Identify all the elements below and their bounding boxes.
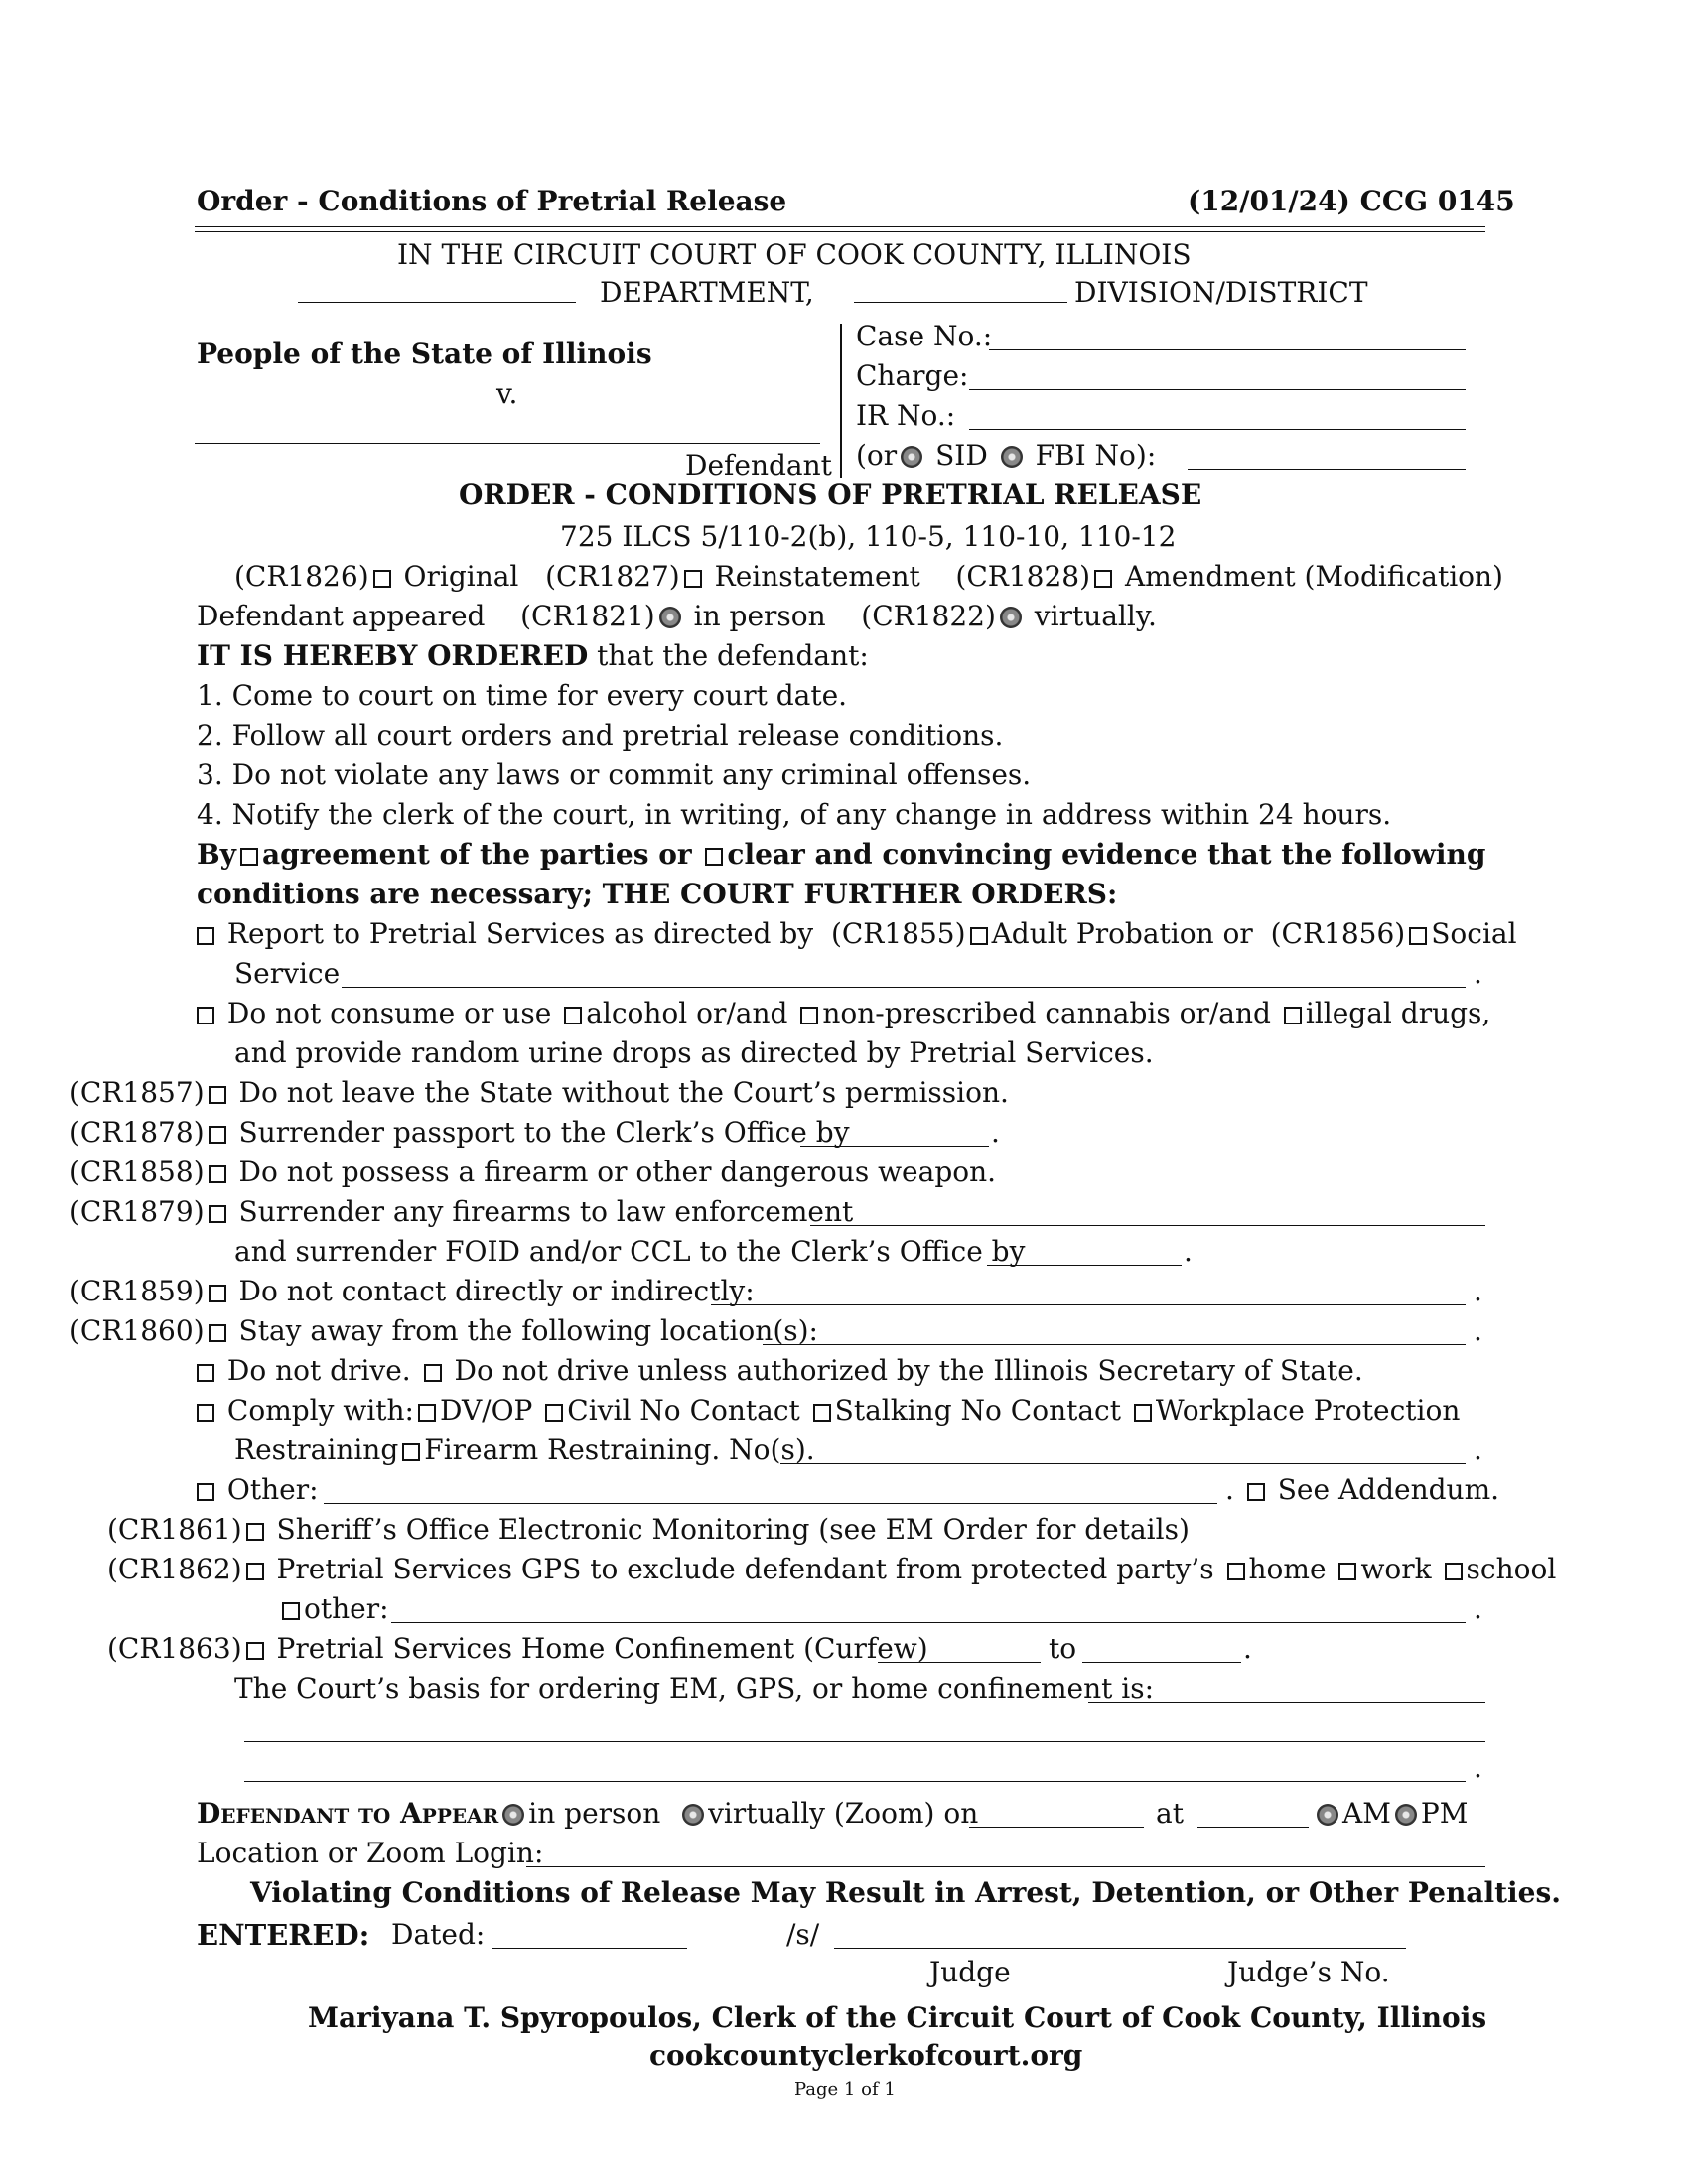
school-label: school (1466, 1553, 1557, 1585)
appear-at: at (1156, 1797, 1184, 1830)
workplace-label: Workplace Protection (1155, 1394, 1461, 1427)
dated-label: Dated: (391, 1918, 486, 1951)
contact-field[interactable] (711, 1304, 1466, 1305)
curfew-checkbox[interactable] (246, 1642, 264, 1660)
signature-mark: /s/ (786, 1918, 820, 1951)
order-title: ORDER - CONDITIONS OF PRETRIAL RELEASE (459, 478, 1202, 511)
period: . (1474, 1314, 1482, 1347)
curfew-end-field[interactable] (1082, 1662, 1241, 1663)
other-field[interactable] (324, 1503, 1217, 1504)
appearance-row (197, 600, 1157, 633)
cr1861-code: (CR1861) (107, 1513, 242, 1546)
em-label: Sheriff’s Office Electronic Monitoring (see EM Order for details) (276, 1513, 1190, 1546)
defendant-name-field[interactable] (195, 443, 820, 444)
judge-signature-field[interactable] (834, 1948, 1406, 1949)
gps-label: Pretrial Services GPS to exclude defendant from protected party’s (276, 1553, 1214, 1585)
home-label: home (1248, 1553, 1327, 1585)
ir-no-label: IR No.: (856, 399, 956, 432)
stay-away-label: Stay away from the following location(s): (238, 1314, 818, 1347)
cannabis-label: non-prescribed cannabis or/and (822, 997, 1271, 1029)
case-no-label: Case No.: (856, 320, 993, 352)
header-rule-1 (195, 226, 1485, 227)
other-row (193, 1473, 319, 1507)
comply-label: Comply with: (226, 1394, 414, 1427)
curfew-start-field[interactable] (878, 1662, 1041, 1663)
id-number-field[interactable] (1188, 469, 1466, 470)
clerk-name: Mariyana T. Spyropoulos, Clerk of the Circuit Court of Cook County, Illinois (308, 2001, 1487, 2034)
curfew-label: Pretrial Services Home Confinement (Curfew) (276, 1632, 928, 1665)
order-type-row (234, 560, 1503, 594)
school-checkbox[interactable] (1445, 1563, 1463, 1580)
cr1860-code: (CR1860) (70, 1314, 205, 1347)
leave-state-checkbox[interactable] (209, 1086, 226, 1104)
appear-in-person-label: in person (528, 1797, 661, 1830)
appeared-label: Defendant appeared (197, 600, 486, 632)
social-checkbox[interactable] (1409, 927, 1427, 945)
amendment-label: Amendment (Modification) (1124, 560, 1503, 593)
addendum-label: See Addendum. (1277, 1473, 1500, 1506)
passport-label: Surrender passport to the Clerk’s Office by (238, 1116, 850, 1149)
addendum-checkbox[interactable] (1247, 1483, 1265, 1501)
original-label: Original (403, 560, 519, 593)
passport-row (70, 1116, 850, 1150)
surrender-firearms-row (70, 1195, 853, 1229)
drive-row (193, 1354, 1363, 1388)
period: . (1243, 1632, 1252, 1665)
civil-label: Civil No Contact (567, 1394, 800, 1427)
versus: v. (496, 377, 518, 410)
period: . (1474, 1275, 1482, 1307)
curfew-row (107, 1632, 928, 1666)
em-checkbox[interactable] (246, 1523, 264, 1541)
amendment-checkbox[interactable] (1094, 570, 1112, 588)
standard-condition: 2. Follow all court orders and pretrial release conditions. (197, 719, 1004, 751)
cr1859-code: (CR1859) (70, 1275, 205, 1307)
basis-field-2[interactable] (244, 1741, 1485, 1742)
sid-radio[interactable] (901, 446, 922, 468)
or-open: (or (856, 439, 898, 472)
firearm-restraining-checkbox[interactable] (402, 1443, 420, 1461)
no-drive-unless-checkbox[interactable] (424, 1364, 442, 1382)
workplace-checkbox[interactable] (1134, 1404, 1152, 1422)
original-checkbox[interactable] (373, 570, 391, 588)
cr1856-code: (CR1856) (1270, 917, 1406, 950)
appeared-in-person-radio[interactable] (659, 607, 681, 628)
firearm-restraining-label: Firearm Restraining. No(s). (424, 1433, 815, 1466)
home-checkbox[interactable] (1227, 1563, 1245, 1580)
pm-label: PM (1420, 1797, 1469, 1830)
service-field[interactable] (342, 987, 1466, 988)
original-code: (CR1826) (234, 560, 369, 593)
gps-checkbox[interactable] (246, 1563, 264, 1580)
division-label: DIVISION/DISTRICT (1074, 276, 1368, 309)
report-row (193, 917, 1517, 951)
ordered-line (197, 639, 869, 673)
passport-checkbox[interactable] (209, 1126, 226, 1144)
am-radio[interactable] (1317, 1804, 1338, 1826)
court-name: IN THE CIRCUIT COURT OF COOK COUNTY, ILLINOIS (397, 238, 1192, 271)
amendment-code: (CR1828) (955, 560, 1091, 593)
header-rule-2 (195, 231, 1485, 232)
plaintiff: People of the State of Illinois (197, 338, 652, 370)
page-number: Page 1 of 1 (794, 2079, 896, 2100)
appeared-virtual-radio[interactable] (1000, 607, 1022, 628)
evidence-checkbox[interactable] (705, 848, 723, 866)
evidence-label: clear and convincing evidence that the following (727, 838, 1486, 871)
addendum-row: . See Addendum. (1225, 1473, 1500, 1506)
appear-virtual-radio[interactable] (682, 1804, 704, 1826)
surrender-firearms-checkbox[interactable] (209, 1205, 226, 1223)
judge-no-label: Judge’s No. (1227, 1956, 1390, 1988)
drugs-checkbox[interactable] (1284, 1007, 1302, 1024)
appear-time-field[interactable] (1197, 1827, 1309, 1828)
gps-other-checkbox[interactable] (282, 1602, 300, 1620)
report-checkbox[interactable] (197, 927, 214, 945)
alcohol-label: alcohol or/and (586, 997, 788, 1029)
work-label: work (1360, 1553, 1432, 1585)
civil-checkbox[interactable] (545, 1404, 563, 1422)
clerk-website[interactable]: cookcountyclerkofcourt.org (649, 2039, 1083, 2072)
period: . (1474, 1433, 1482, 1466)
work-checkbox[interactable] (1338, 1563, 1356, 1580)
pm-radio[interactable] (1395, 1804, 1417, 1826)
form-code: (12/01/24) CCG 0145 (1188, 185, 1515, 217)
location-field[interactable] (526, 1866, 1485, 1867)
location-label: Location or Zoom Login: (197, 1837, 544, 1869)
fbi-label: FBI No): (1035, 439, 1157, 472)
standard-condition: 4. Notify the clerk of the court, in writing, of any change in address within 24 hours. (197, 798, 1392, 831)
standard-condition: 1. Come to court on time for every court date. (197, 679, 848, 712)
charge-label: Charge: (856, 359, 969, 392)
other-checkbox[interactable] (197, 1483, 214, 1501)
in-person-label: in person (693, 600, 826, 632)
statute: 725 ILCS 5/110-2(b), 110-5, 110-10, 110-12 (560, 520, 1177, 553)
social-label: Social (1431, 917, 1517, 950)
department-label: DEPARTMENT, (600, 276, 814, 309)
law-enforcement-field[interactable] (810, 1225, 1485, 1226)
cr1879-code: (CR1879) (70, 1195, 205, 1228)
restraining-row (234, 1433, 815, 1467)
alcohol-checkbox[interactable] (564, 1007, 582, 1024)
appear-date-field[interactable] (969, 1827, 1144, 1828)
cr1862-code: (CR1862) (107, 1553, 242, 1585)
id-type-row (856, 439, 1156, 473)
cannabis-checkbox[interactable] (800, 1007, 818, 1024)
consume-label: Do not consume or use (226, 997, 552, 1029)
passport-date-field[interactable] (800, 1146, 989, 1147)
foid-date-field[interactable] (987, 1265, 1182, 1266)
dvop-checkbox[interactable] (418, 1404, 436, 1422)
cr1857-code: (CR1857) (70, 1076, 205, 1109)
appear-in-person-radio[interactable] (502, 1804, 524, 1826)
no-drive-unless-label: Do not drive unless authorized by the Illinois Secretary of State. (454, 1354, 1363, 1387)
contact-checkbox[interactable] (209, 1285, 226, 1302)
period: . (991, 1116, 1000, 1149)
consume-row (193, 997, 1490, 1030)
cr1855-code: (CR1855) (830, 917, 966, 950)
virtual-code: (CR1822) (861, 600, 996, 632)
firearm-label: Do not possess a firearm or other dangerous weapon. (238, 1156, 997, 1188)
gps-row (107, 1553, 1556, 1586)
report-label: Report to Pretrial Services as directed by (226, 917, 814, 950)
dvop-label: DV/OP (439, 1394, 533, 1427)
by-word: By (197, 838, 236, 871)
dated-field[interactable] (492, 1948, 687, 1949)
basis-label: The Court’s basis for ordering EM, GPS, or home confinement is: (234, 1672, 1155, 1705)
comply-row (193, 1394, 1460, 1428)
period: . (1474, 957, 1482, 990)
appear-virtual-label: virtually (Zoom) on (708, 1797, 979, 1830)
stay-away-checkbox[interactable] (209, 1324, 226, 1342)
consume-checkbox[interactable] (197, 1007, 214, 1024)
no-drive-checkbox[interactable] (197, 1364, 214, 1382)
stalking-checkbox[interactable] (813, 1404, 831, 1422)
basis-field-1[interactable] (1088, 1702, 1485, 1703)
curfew-to: to (1049, 1632, 1077, 1665)
department-field[interactable] (298, 302, 576, 303)
contact-row (70, 1275, 755, 1308)
defendant-label: Defendant (685, 449, 832, 481)
other-label: Other: (226, 1473, 319, 1506)
am-label: AM (1342, 1797, 1391, 1830)
surrender-firearms-label: Surrender any firearms to law enforcement (238, 1195, 854, 1228)
caption-divider (840, 324, 842, 478)
cr1858-code: (CR1858) (70, 1156, 205, 1188)
appear-label: Defendant to Appear (197, 1797, 499, 1830)
gps-other-label: other: (304, 1592, 389, 1625)
ordered-bold: IT IS HEREBY ORDERED (197, 639, 589, 672)
case-no-field[interactable] (989, 349, 1466, 350)
judge-label: Judge (929, 1956, 1011, 1988)
gps-other-field[interactable] (391, 1622, 1466, 1623)
reinstatement-label: Reinstatement (714, 560, 920, 593)
gps-other-row (278, 1592, 389, 1626)
leave-state-label: Do not leave the State without the Court’s permission. (238, 1076, 1009, 1109)
no-drive-label: Do not drive. (226, 1354, 411, 1387)
stay-away-field[interactable] (763, 1344, 1466, 1345)
comply-checkbox[interactable] (197, 1404, 214, 1422)
fbi-radio[interactable] (1001, 446, 1023, 468)
virtual-label: virtually. (1034, 600, 1157, 632)
standard-condition: 3. Do not violate any laws or commit any criminal offenses. (197, 758, 1032, 791)
form-title: Order - Conditions of Pretrial Release (197, 185, 787, 217)
stalking-label: Stalking No Contact (834, 1394, 1121, 1427)
ordered-rest: that the defendant: (597, 639, 869, 672)
further-orders: conditions are necessary; THE COURT FURTHER ORDERS: (197, 878, 1118, 910)
restraining-label: Restraining (234, 1433, 399, 1466)
agreement-checkbox[interactable] (240, 848, 258, 866)
ampm-row (1313, 1797, 1468, 1831)
stay-away-row (70, 1314, 818, 1348)
drugs-label: illegal drugs, (1305, 997, 1491, 1029)
foid-label: and surrender FOID and/or CCL to the Clerk’s Office by (234, 1235, 1026, 1268)
ir-no-field[interactable] (969, 429, 1466, 430)
adult-probation-label: Adult Probation or (991, 917, 1253, 950)
agreement-label: agreement of the parties or (261, 838, 692, 871)
charge-field[interactable] (969, 389, 1466, 390)
in-person-code: (CR1821) (520, 600, 655, 632)
urine-label: and provide random urine drops as directed by Pretrial Services. (234, 1036, 1154, 1069)
contact-label: Do not contact directly or indirectly: (238, 1275, 755, 1307)
adult-probation-checkbox[interactable] (970, 927, 988, 945)
firearm-checkbox[interactable] (209, 1165, 226, 1183)
entered-label: ENTERED: (197, 1918, 370, 1952)
basis-field-3[interactable] (244, 1781, 1466, 1782)
firearm-row (70, 1156, 996, 1189)
appear-row (197, 1797, 978, 1831)
sid-label: SID (935, 439, 988, 472)
by-clause (197, 838, 1485, 872)
leave-state-row (70, 1076, 1009, 1110)
reinstatement-checkbox[interactable] (684, 570, 702, 588)
order-numbers-field[interactable] (780, 1463, 1466, 1464)
service-label: Service (234, 957, 341, 990)
cr1878-code: (CR1878) (70, 1116, 205, 1149)
warning: Violating Conditions of Release May Result in Arrest, Detention, or Other Penalties. (250, 1876, 1561, 1909)
division-field[interactable] (854, 302, 1067, 303)
em-row (107, 1513, 1190, 1547)
reinstatement-code: (CR1827) (545, 560, 680, 593)
period: . (1474, 1751, 1482, 1784)
cr1863-code: (CR1863) (107, 1632, 242, 1665)
period: . (1474, 1592, 1482, 1625)
period: . (1184, 1235, 1193, 1268)
